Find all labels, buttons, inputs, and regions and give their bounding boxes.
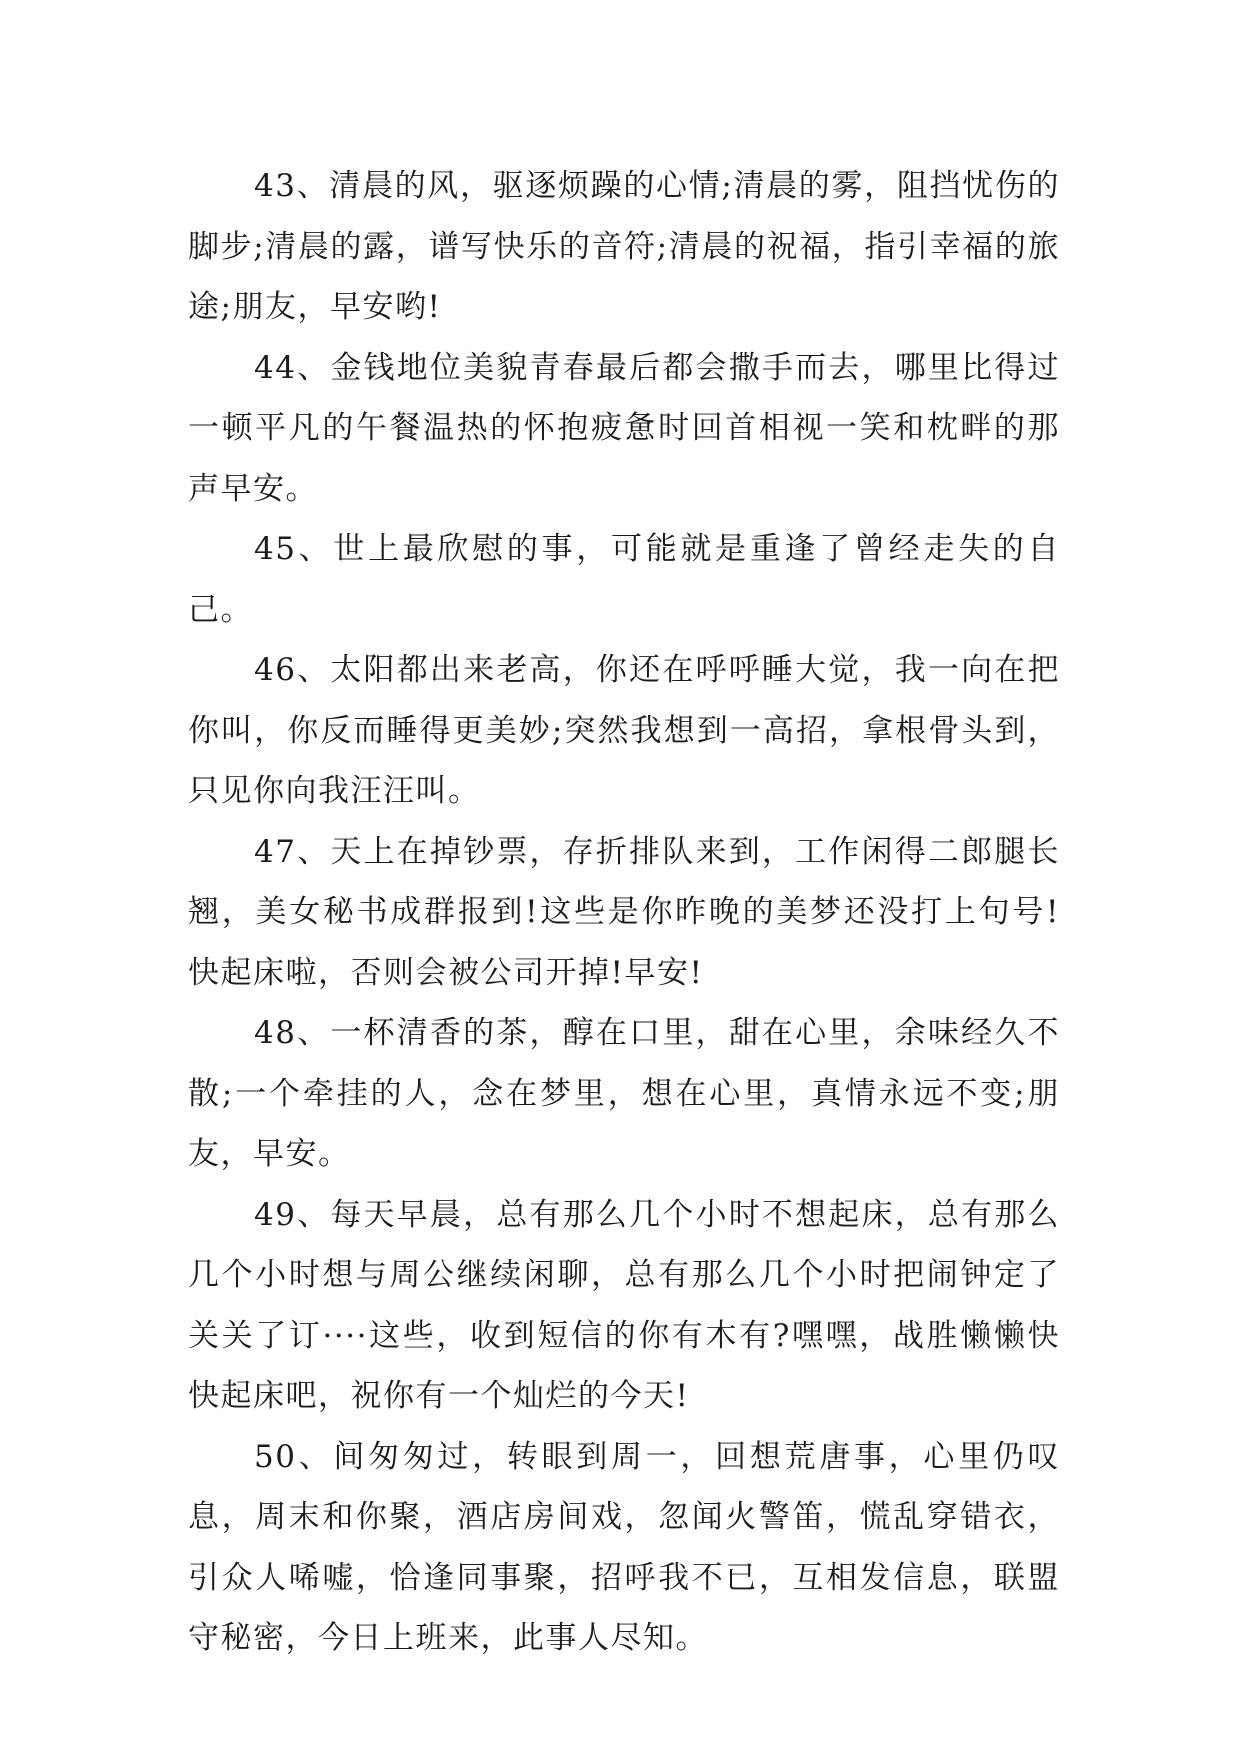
paragraph-47: 47、天上在掉钞票，存折排队来到，工作闲得二郎腿长翘，美女秘书成群报到!这些是你昨晚的美梦还没打上句号!快起床啦，否则会被公司开掉!早安! <box>188 833 1060 991</box>
paragraph-46: 46、太阳都出来老高，你还在呼呼睡大觉，我一向在把你叫，你反而睡得更美妙;突然我想到一高招，拿根骨头到，只见你向我汪汪叫。 <box>188 652 1060 809</box>
paragraph-45: 45、世上最欣慰的事，可能就是重逢了曾经走失的自己。 <box>188 531 1060 628</box>
paragraph-44: 44、金钱地位美貌青春最后都会撒手而去，哪里比得过一顿平凡的午餐温热的怀抱疲惫时回首相视一笑和枕畔的那声早安。 <box>188 349 1060 507</box>
paragraph-48: 48、一杯清香的茶，醇在口里，甜在心里，余味经久不散;一个牵挂的人，念在梦里，想在心里，真情永远不变;朋友，早安。 <box>188 1015 1060 1172</box>
document-body <box>188 156 1060 1669</box>
paragraph-43: 43、清晨的风，驱逐烦躁的心情;清晨的雾，阻挡忧伤的脚步;清晨的露，谱写快乐的音符;清晨的祝福，指引幸福的旅途;朋友，早安哟! <box>188 168 1060 325</box>
paragraph-49: 49、每天早晨，总有那么几个小时不想起床，总有那么几个小时想与周公继续闲聊，总有那么几个小时把闹钟定了关关了订····这些，收到短信的你有木有?嘿嘿，战胜懒懒快快起床吧，祝你有一个灿烂的今天! <box>188 1196 1060 1414</box>
paragraph-50: 50、间匆匆过，转眼到周一，回想荒唐事，心里仍叹息，周末和你聚，酒店房间戏，忽闻火警笛，慌乱穿错衣，引众人唏嘘，恰逢同事聚，招呼我不已，互相发信息，联盟守秘密，今日上班来，此事人尽知。 <box>188 1438 1060 1656</box>
